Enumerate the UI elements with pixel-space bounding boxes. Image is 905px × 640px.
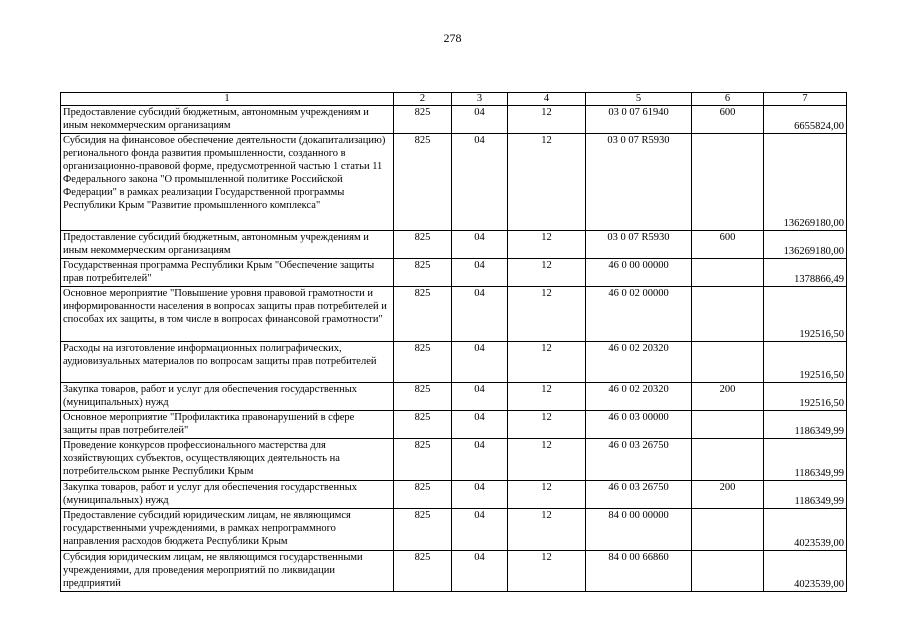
cell-amount: 1378866,49 xyxy=(764,259,847,287)
cell-col4: 12 xyxy=(508,231,586,259)
column-header-7: 7 xyxy=(764,93,847,106)
cell-col3: 04 xyxy=(452,383,508,411)
cell-col3: 04 xyxy=(452,287,508,342)
cell-col6: 200 xyxy=(692,481,764,509)
column-header-6: 6 xyxy=(692,93,764,106)
cell-col2: 825 xyxy=(394,259,452,287)
cell-amount: 1186349,99 xyxy=(764,439,847,481)
table-row xyxy=(61,231,847,259)
cell-col5: 03 0 07 R5930 xyxy=(586,134,692,231)
cell-col6 xyxy=(692,551,764,592)
cell-amount: 136269180,00 xyxy=(764,134,847,231)
table-row xyxy=(61,287,847,342)
cell-name: Основное мероприятие "Повышение уровня правовой грамотности и информированности населения в вопросах защиты прав потребителей и способах их защиты, в том числе в вопросах финансовой грамотности" xyxy=(61,287,394,342)
cell-col6 xyxy=(692,287,764,342)
cell-col3: 04 xyxy=(452,342,508,383)
cell-col6 xyxy=(692,342,764,383)
cell-col5: 46 0 02 20320 xyxy=(586,383,692,411)
cell-col5: 46 0 03 26750 xyxy=(586,439,692,481)
cell-col4: 12 xyxy=(508,439,586,481)
cell-amount: 1186349,99 xyxy=(764,481,847,509)
cell-amount: 192516,50 xyxy=(764,342,847,383)
cell-col5: 03 0 07 R5930 xyxy=(586,231,692,259)
cell-col2: 825 xyxy=(394,411,452,439)
cell-col4: 12 xyxy=(508,287,586,342)
cell-name: Предоставление субсидий бюджетным, автономным учреждениям и иным некоммерческим организациям xyxy=(61,106,394,134)
cell-col3: 04 xyxy=(452,481,508,509)
cell-col6: 200 xyxy=(692,383,764,411)
cell-col2: 825 xyxy=(394,509,452,551)
cell-col4: 12 xyxy=(508,106,586,134)
cell-name: Предоставление субсидий юридическим лицам, не являющимся государственными учреждениями, в рамках непрограммного направления расходов бюджета Республики Крым xyxy=(61,509,394,551)
table-row xyxy=(61,259,847,287)
cell-name: Субсидия на финансовое обеспечение деятельности (докапитализацию) регионального фонда развития промышленности, созданного в организационно-правовой форме, предусмотренной частью 1 статьи 11 Федерального закона "О промышленной политике Российской Федерации" в рамках реализации Государственной программы Республики Крым "Развитие промышленного комплекса" xyxy=(61,134,394,231)
table-row xyxy=(61,342,847,383)
cell-col6 xyxy=(692,439,764,481)
cell-col3: 04 xyxy=(452,439,508,481)
table-row xyxy=(61,439,847,481)
column-header-5: 5 xyxy=(586,93,692,106)
cell-col3: 04 xyxy=(452,411,508,439)
cell-col4: 12 xyxy=(508,509,586,551)
cell-col3: 04 xyxy=(452,509,508,551)
cell-col5: 46 0 02 20320 xyxy=(586,342,692,383)
cell-name: Закупка товаров, работ и услуг для обеспечения государственных (муниципальных) нужд xyxy=(61,481,394,509)
cell-col2: 825 xyxy=(394,287,452,342)
cell-name: Закупка товаров, работ и услуг для обеспечения государственных (муниципальных) нужд xyxy=(61,383,394,411)
cell-col4: 12 xyxy=(508,259,586,287)
cell-col4: 12 xyxy=(508,411,586,439)
table-row xyxy=(61,134,847,231)
cell-col3: 04 xyxy=(452,106,508,134)
column-header-3: 3 xyxy=(452,93,508,106)
cell-amount: 136269180,00 xyxy=(764,231,847,259)
table-header-row xyxy=(61,93,847,106)
cell-col2: 825 xyxy=(394,231,452,259)
cell-col5: 84 0 00 66860 xyxy=(586,551,692,592)
cell-name: Проведение конкурсов профессионального мастерства для хозяйствующих субъектов, осуществляющих деятельность на потребительском рынке Республики Крым xyxy=(61,439,394,481)
cell-col2: 825 xyxy=(394,481,452,509)
cell-col5: 46 0 00 00000 xyxy=(586,259,692,287)
cell-col2: 825 xyxy=(394,383,452,411)
cell-col2: 825 xyxy=(394,439,452,481)
table-row xyxy=(61,551,847,592)
cell-col6: 600 xyxy=(692,106,764,134)
page-number: 278 xyxy=(443,31,462,45)
cell-col6: 600 xyxy=(692,231,764,259)
cell-col3: 04 xyxy=(452,551,508,592)
cell-col3: 04 xyxy=(452,231,508,259)
cell-col5: 03 0 07 61940 xyxy=(586,106,692,134)
table-row xyxy=(61,509,847,551)
cell-col5: 46 0 03 00000 xyxy=(586,411,692,439)
cell-col4: 12 xyxy=(508,134,586,231)
cell-col6 xyxy=(692,411,764,439)
cell-col6 xyxy=(692,509,764,551)
cell-col2: 825 xyxy=(394,106,452,134)
table-body xyxy=(61,106,847,592)
cell-col4: 12 xyxy=(508,342,586,383)
cell-col6 xyxy=(692,259,764,287)
cell-col4: 12 xyxy=(508,551,586,592)
cell-col6 xyxy=(692,134,764,231)
cell-name: Предоставление субсидий бюджетным, автономным учреждениям и иным некоммерческим организациям xyxy=(61,231,394,259)
table-row xyxy=(61,411,847,439)
cell-col5: 46 0 03 26750 xyxy=(586,481,692,509)
table-row xyxy=(61,383,847,411)
cell-name: Основное мероприятие "Профилактика правонарушений в сфере защиты прав потребителей" xyxy=(61,411,394,439)
cell-col5: 46 0 02 00000 xyxy=(586,287,692,342)
column-header-1: 1 xyxy=(61,93,394,106)
cell-amount: 1186349,99 xyxy=(764,411,847,439)
table-row xyxy=(61,106,847,134)
cell-col4: 12 xyxy=(508,481,586,509)
cell-col2: 825 xyxy=(394,342,452,383)
cell-col3: 04 xyxy=(452,259,508,287)
cell-name: Государственная программа Республики Крым "Обеспечение защиты прав потребителей" xyxy=(61,259,394,287)
cell-amount: 192516,50 xyxy=(764,287,847,342)
cell-col3: 04 xyxy=(452,134,508,231)
cell-col2: 825 xyxy=(394,551,452,592)
cell-col5: 84 0 00 00000 xyxy=(586,509,692,551)
cell-name: Субсидия юридическим лицам, не являющимся государственными учреждениями, для проведения мероприятий по ликвидации предприятий xyxy=(61,551,394,592)
column-header-2: 2 xyxy=(394,93,452,106)
cell-col2: 825 xyxy=(394,134,452,231)
cell-amount: 4023539,00 xyxy=(764,509,847,551)
cell-amount: 6655824,00 xyxy=(764,106,847,134)
table-row xyxy=(61,481,847,509)
cell-amount: 4023539,00 xyxy=(764,551,847,592)
cell-name: Расходы на изготовление информационных полиграфических, аудиовизуальных материалов по вопросам защиты прав потребителей xyxy=(61,342,394,383)
cell-amount: 192516,50 xyxy=(764,383,847,411)
column-header-4: 4 xyxy=(508,93,586,106)
cell-col4: 12 xyxy=(508,383,586,411)
budget-table xyxy=(60,92,847,592)
